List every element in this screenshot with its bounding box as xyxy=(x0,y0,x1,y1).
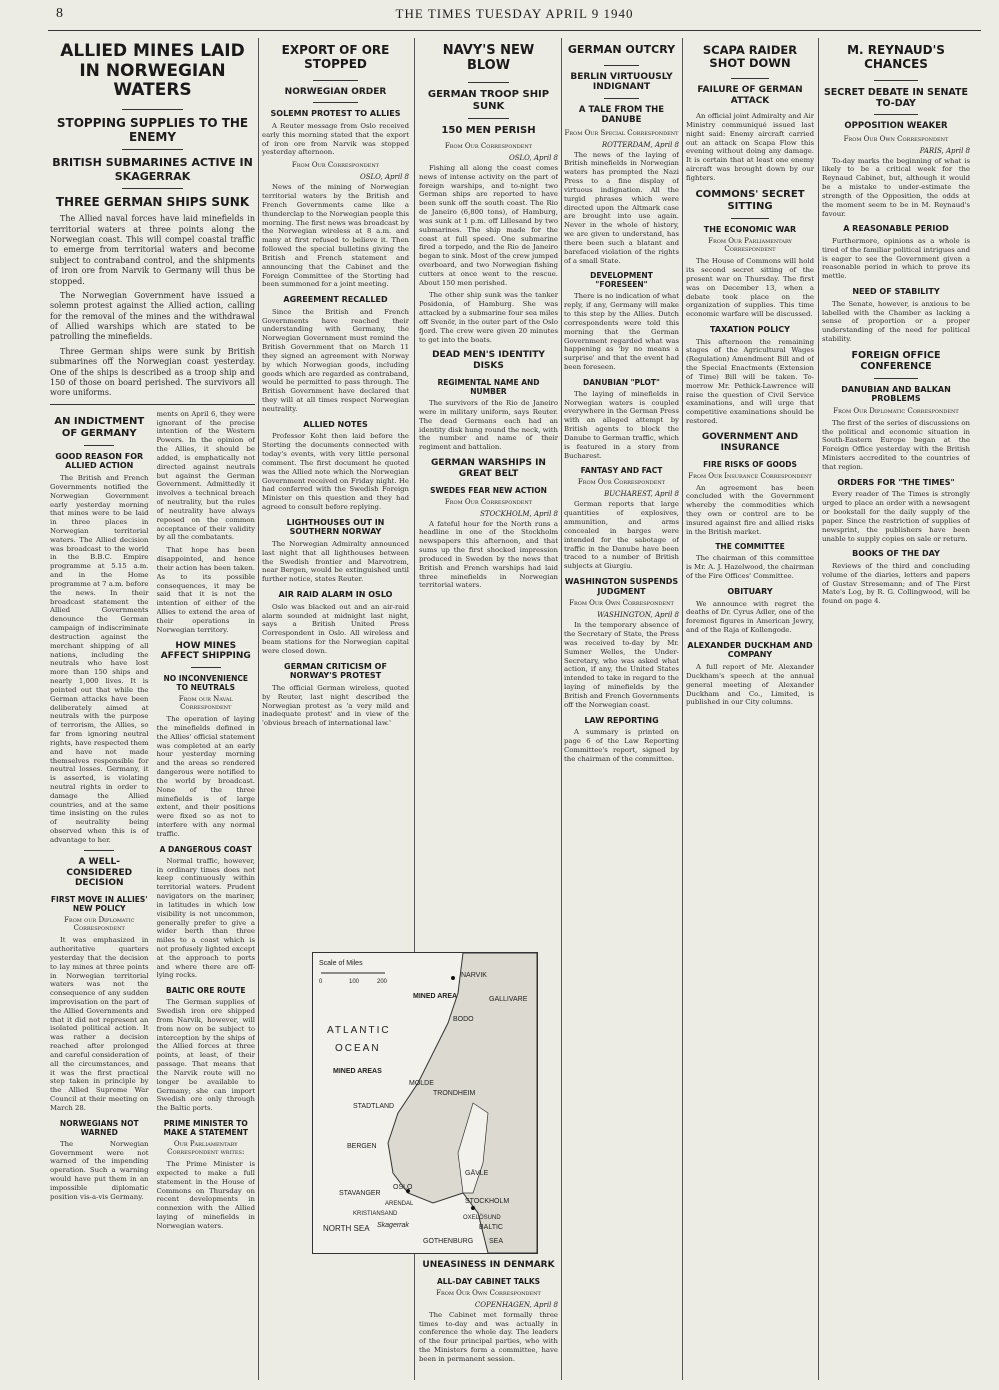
masthead-title: THE TIMES TUESDAY APRIL 9 1940 xyxy=(395,6,634,21)
foreign-office-byline: From Our Diplomatic Correspondent xyxy=(833,406,959,415)
reasonable-period-headline: A REASONABLE PERIOD xyxy=(843,224,949,234)
map-label-stavanger: STAVANGER xyxy=(339,1190,381,1197)
foreseen-headline: DEVELOPMENT "FORESEEN" xyxy=(590,271,653,290)
column-1 xyxy=(50,38,255,1380)
law-body: A summary is printed on page 6 of the Law Reporting Committee's report, signed by the chairman of the committee. xyxy=(564,728,679,763)
air-raid-body: Oslo was blacked out and an air-raid alarm sounded at midnight last night, says a British United Press Correspondent in Oslo. All wireless and beam stations for the Norwegian capital were closed down. xyxy=(262,602,409,655)
column-rule xyxy=(258,38,259,1380)
prime-minister-body: The Prime Minister is expected to make a full statement in the House of Commons on Thursday on recent developments in connexion with the Allied laying of minefields in Norwegian waters. xyxy=(156,1160,255,1230)
map-graphic xyxy=(313,953,537,1253)
air-raid-headline: AIR RAID ALARM IN OSLO xyxy=(278,590,393,600)
fire-risks-byline: From Our Insurance Correspondent xyxy=(688,471,812,480)
cabinet-body: The Cabinet met formally three times to-day and was actually in conference the whole day. The leaders of the four principal parties, who with the Ministers form a committee, have been in permanent session. xyxy=(419,1310,558,1363)
mines-report-continued: That hope has been disappointed, and hence their action has been taken. As to its possible consequences, it may be said that it is not the intention of either of the Allies to extend the area of their operations in Norwegian territory. xyxy=(156,546,255,634)
map-label-gallivare: GALLIVARE xyxy=(489,996,528,1003)
reasonable-period-body: Furthermore, opinions as a whole is tired of the familiar political intrigues and is eager to see the Government given a reasonable period in which to prove its mettle. xyxy=(822,236,970,281)
divider xyxy=(122,109,184,110)
fire-risks-body: An agreement has been concluded with the Government whereby the commodities which they own or control are to be insured against fire and allied risks in the British market. xyxy=(686,483,814,536)
scale-tick: 0 xyxy=(319,979,323,985)
failure-headline: FAILURE OF GERMAN ATTACK xyxy=(697,85,803,107)
scandinavia-map xyxy=(312,952,538,1254)
government-insurance-headline: GOVERNMENT AND INSURANCE xyxy=(701,431,799,453)
divider xyxy=(313,80,357,81)
map-label-molde: MOLDE xyxy=(409,1080,434,1087)
map-label-oxelosund: OXELÖSUND xyxy=(463,1215,501,1221)
column-rule xyxy=(818,38,819,1380)
identity-body: The survivors of the Rio de Janeiro were in military uniform, says Reuter. The dead Germans each had an identity disk hung round the neck, with the number and name of their regiment and battalion. xyxy=(419,399,558,452)
troop-ship-headline: GERMAN TROOP SHIP SUNK xyxy=(427,88,550,112)
denmark-section xyxy=(419,1258,558,1378)
map-label-baltic: BALTIC xyxy=(479,1224,503,1231)
indictment-body: The British and French Governments notified the Norwegian Government early yesterday morning that mines were to be laid in three places in Norwegian territorial waters. The Allied decision was broadcast to the world in the B.B.C. Empire programme at 5.15 a.m. and in the Home programme at 7 a.m. before the news. In their broadcast statement the Allied Governments denounce the German campaign of indiscriminate destruction against the merchant shipping of all nations, including the neutrals who have lost more than 150 ships and nearly 1,000 lives. It is pointed out that while the German attacks have been deliberately aimed at neutrals with the purpose of terrorism, the Allies, so far from ignoring neutral rights, have respected them and have not made themselves responsible for neutral losses. Germany, it is asserted, is violating neutral rights in order to damage the Allied countries, and at the same time insisting on the rules of neutrality being observed when this is of advantage to her. xyxy=(50,474,149,844)
first-move-body: It was emphasized in authoritative quarters yesterday that the decision to lay mines at three points in Norwegian territorial waters was not the consequence of any sudden improvisation on the part of the Allied Governments and that it did not represent an isolated political action. It was rather a decision reached after prolonged and careful consideration of all the circumstances, and it was the first practical step taken in principle by the Allied Supreme War Council at their meeting on March 28. xyxy=(50,936,149,1112)
map-label-ocean: OCEAN xyxy=(335,1043,381,1054)
scale-tick: 100 xyxy=(349,979,360,985)
map-label-kristiansand: KRISTIANSAND xyxy=(353,1211,398,1217)
navy-body: The other ship sunk was the tanker Posidonia, of Hamburg. She was attacked by a submarine four sea miles off Svenör, in the outer part of the Oslo fjord. The crew were given 20 minutes to get into the boats. xyxy=(419,291,558,344)
fire-risks-headline: FIRE RISKS OF GOODS xyxy=(703,459,797,469)
lead-paragraph: The Allied naval forces have laid minefields in territorial waters at three points along the Norwegian coast. This will compel coastal traffic to emerge from territorial waters and become subject to contraband control, and the shipments of iron ore from Narvik to Germany will thus be stopped. xyxy=(50,214,255,286)
map-label-bergen: BERGEN xyxy=(347,1143,377,1150)
reynaud-dateline: PARIS, April 8 xyxy=(919,146,970,155)
uneasiness-headline: UNEASINESS IN DENMARK xyxy=(422,1260,555,1270)
orders-headline: ORDERS FOR "THE TIMES" xyxy=(837,477,955,487)
lighthouses-body: The Norwegian Admiralty announced last night that all lighthouses between the Swedish frontier and Marvotrem, near Bergen, would be extinguished until further notice, states Reuter. xyxy=(262,540,409,584)
map-label-arendal: ARENDAL xyxy=(385,1201,414,1207)
divider xyxy=(84,445,114,446)
secret-debate-headline: SECRET DEBATE IN SENATE TO-DAY xyxy=(823,86,969,109)
good-reason-headline: GOOD REASON FOR ALLIED ACTION xyxy=(55,451,144,471)
norwegians-body: The Norwegian Government were not warned of the impending operation. Such a warning would have put them in an impossible diplomatic position vis-a-vis Germany. xyxy=(50,1139,149,1201)
stability-body: The Senate, however, is anxious to be labelled with the Chamber as lacking a sense of proportion or a proper understanding of the need for political stability. xyxy=(822,299,970,343)
divider xyxy=(468,118,510,119)
map-label-trondheim: TRONDHEIM xyxy=(433,1090,476,1097)
outcry-body: The news of the laying of British minefields in Norwegian waters has prompted the Nazi Press to a fine display of virtuous indignation. All the turgid phrases which were directed upon the Altmark case are brought into use again. Never in the whole of history, we are given to understand, has there been such a blatant and barefaced violation of the rights of a small State. xyxy=(564,150,679,265)
divider xyxy=(604,65,639,66)
baltic-route-headline: BALTIC ORE ROUTE xyxy=(166,986,246,996)
baltic-route-body: The German supplies of Swedish iron ore shipped from Narvik, however, will from now on be subject to interception by the ships of the Allied forces at three points, at least, of their passage. That means that the Narvik route will no longer be available to Germany; she can import Swedish ore only through the Baltic ports. xyxy=(156,998,255,1113)
taxation-headline: TAXATION POLICY xyxy=(710,325,790,335)
cabinet-headline: ALL-DAY CABINET TALKS xyxy=(436,1276,541,1286)
map-label-sea: SEA xyxy=(489,1238,504,1245)
deck-3: THREE GERMAN SHIPS SUNK xyxy=(55,194,250,209)
map-label-mined-areas: MINED AREAS xyxy=(333,1068,382,1075)
swedes-headline: SWEDES FEAR NEW ACTION xyxy=(430,485,547,495)
column-rule xyxy=(682,38,683,1380)
deck-2: BRITISH SUBMARINES ACTIVE IN SKAGERRAK xyxy=(52,156,253,183)
page-number: 8 xyxy=(56,6,63,21)
duckham-body: A full report of Mr. Alexander Duckham's speech at the annual general meeting of Alexander Duckham and Co., Limited, is published in our City columns. xyxy=(686,663,814,707)
column-5 xyxy=(686,38,814,1380)
danubian-plot-body: The laying of minefields in Norwegian waters is coupled everywhere in the German Press with an alleged attempt by British agents to block the Danube to German traffic, which is featured in a story from Bucharest. xyxy=(564,389,679,460)
lead-paragraph: Three German ships were sunk by British submarines off the Norwegian coast yesterday. One of the ships is described as a troop ship and 150 of those on board perished. The survivors all wore uniforms. xyxy=(50,346,255,398)
well-considered-headline: A WELL-CONSIDERED DECISION xyxy=(66,856,133,889)
swedes-byline: From Our Correspondent xyxy=(444,497,533,506)
navy-headline: NAVY'S NEW BLOW xyxy=(442,43,535,73)
main-headline: ALLIED MINES LAID IN NORWEGIAN WATERS xyxy=(60,41,245,101)
how-mines-headline: HOW MINES AFFECT SHIPPING xyxy=(160,640,251,662)
export-dateline: OSLO, April 8 xyxy=(360,173,409,182)
foreseen-body: There is no indication of what reply, if any, Germany will make to this step by the Allies. Dutch correspondents were told this morning that the German Government regarded what was happening as 'by no means a surprise' and that the event had been foreseen. xyxy=(564,292,679,371)
commons-headline: COMMONS' SECRET SITTING xyxy=(695,188,805,212)
swedes-body: A fateful hour for the North runs a headline in one of the Stockholm newspapers this afternoon, and that sums up the first shocked impression produced in Sweden by the news that British and French warships had laid three minefields in Norwegian territorial waters. xyxy=(419,519,558,590)
lighthouses-headline: LIGHTHOUSES OUT IN SOUTHERN NORWAY xyxy=(286,517,385,537)
outcry-byline: From Our Special Correspondent xyxy=(564,128,679,137)
divider xyxy=(122,188,184,189)
map-label-gothenburg: GOTHENBURG xyxy=(423,1238,474,1245)
divider xyxy=(874,378,918,379)
orders-body: Every reader of The Times is strongly urged to place an order with a newsagent or bookstall for the daily supply of the paper. Since the restriction of supplies of newsprint, the publishers have been unable to supply copies on sale or return. xyxy=(822,490,970,543)
lead-paragraph: The Norwegian Government have issued a solemn protest against the Allied action, calling for the removal of the mines and the withdrawal of Allied warships which are stated to be patrolling the minefields. xyxy=(50,290,255,342)
obituary-body: We announce with regret the deaths of Dr. Cyrus Adler, one of the foremost figures in American Jewry, and of the Raja of Kollengode. xyxy=(686,599,814,635)
export-intro: A Reuter message from Oslo received early this morning stated that the export of iron ore from Narvik was stopped yesterday afternoon. xyxy=(262,121,409,157)
agreement-body: Since the British and French Governments have reached their understanding with Germany, the Norwegian Government must remind the British Government that on March 11 they signed an agreement with Norway by which Norwegian goods, including goods which are regarded as contraband, would be permitted to pass through. The British Government have declared that they will at all times respect Norwegian neutrality. xyxy=(262,307,409,413)
washington-byline: From Our Own Correspondent xyxy=(569,599,674,608)
divider xyxy=(874,80,918,81)
committee-body: The chairman of this committee is Mr. A. J. Hazelwood, the chairman of the Fire Offices' Committee. xyxy=(686,554,814,581)
reynaud-byline: From Our Own Correspondent xyxy=(843,134,949,143)
divider xyxy=(874,114,918,115)
washington-body: In the temporary absence of the Secretary of State, the Press was received to-day by Mr. Sumner Welles, the Under-Secretary, who was asked what action, if any, the United States intended to take in regard to the laying of minefields by the British and French Governments off the Norwegian coast. xyxy=(564,621,679,709)
opposition-headline: OPPOSITION WEAKER xyxy=(844,121,948,132)
export-body: News of the mining of Norwegian territorial waters by the British and French Governments came like a thunderclap to the Norwegian people this morning. The first news was broadcast by the Norwegian wireless at 8 a.m. and many at first refused to believe it. Then followed the special bulletins giving the British and French statement and announcing that the Cabinet and the Foreign Committee of the Storting had been summoned for a joint meeting. xyxy=(262,183,409,289)
law-headline: LAW REPORTING xyxy=(584,715,659,725)
committee-headline: THE COMMITTEE xyxy=(715,542,785,552)
reynaud-headline: M. REYNAUD'S CHANCES xyxy=(847,43,945,71)
criticism-body: The official German wireless, quoted by Reuter, last night described the Norwegian protest as 'a very mild and inadequate protest' and in view of the 'obvious breach of international law.' xyxy=(262,683,409,728)
narvik-marker xyxy=(451,976,455,980)
column-4 xyxy=(564,38,679,1380)
scapa-headline: SCAPA RAIDER SHOT DOWN xyxy=(702,43,798,71)
column-rule xyxy=(561,38,562,1380)
map-label-bodo: BODO xyxy=(453,1016,474,1023)
agreement-headline: AGREEMENT RECALLED xyxy=(283,295,388,305)
prime-minister-byline: Our Parliamentary Correspondent writes: xyxy=(167,1140,245,1157)
indictment-headline: AN INDICTMENT OF GERMANY xyxy=(54,415,145,439)
map-label-atlantic: ATLANTIC xyxy=(327,1025,391,1036)
divider xyxy=(731,78,769,79)
sub-columns xyxy=(50,410,255,1235)
obituary-headline: OBITUARY xyxy=(727,586,773,596)
washington-dateline: WASHINGTON, April 8 xyxy=(597,611,679,620)
first-move-byline: From our Diplomatic Correspondent xyxy=(64,916,135,933)
identity-headline: DEAD MEN'S IDENTITY DISKS xyxy=(432,350,545,372)
map-label-north-sea: NORTH SEA xyxy=(323,1224,370,1233)
foreign-office-headline: FOREIGN OFFICE CONFERENCE xyxy=(851,349,941,373)
cabinet-byline: From Our Own Correspondent xyxy=(436,1288,541,1297)
masthead xyxy=(48,6,981,31)
map-label-mined-area: MINED AREA xyxy=(413,993,458,1000)
divider xyxy=(122,149,184,150)
allied-notes-body: Professor Koht then laid before the Storting the documents connected with today's events, with very little personal comment. The first document he quoted was the Allied note which the Norwegian Government received on Friday night. He had conferred with the Swedish Foreign Minister on this question and they had agreed to consult before replying. xyxy=(262,432,409,511)
books-headline: BOOKS OF THE DAY xyxy=(852,549,940,559)
foreign-office-body: The first of the series of discussions on the political and economic situation in South-Eastern Europe began at the Foreign Office yesterday with the British Ministers accredited to the countries of that region. xyxy=(822,418,970,471)
stockholm-marker xyxy=(471,1206,475,1210)
fantasy-byline: From Our Correspondent xyxy=(577,478,666,487)
first-move-headline: FIRST MOVE IN ALLIES' NEW POLICY xyxy=(50,895,148,914)
dangerous-coast-headline: A DANGEROUS COAST xyxy=(159,844,252,854)
how-mines-body: The operation of laying the minefields defined in the Allies' official statement was completed at an early hour yesterday morning and the areas so rendered dangerous were notified to the world by broadcast. None of the three minefields is of large extent, and their positions were fixed so as not to interfere with any normal traffic. xyxy=(156,715,255,838)
deck-1: STOPPING SUPPLIES TO THE ENEMY xyxy=(56,115,249,145)
norwegians-headline: NORWEGIANS NOT WARNED xyxy=(59,1118,139,1137)
map-label-stockholm: STOCKHOLM xyxy=(465,1198,510,1205)
export-headline: EXPORT OF ORE STOPPED xyxy=(281,43,390,71)
scale-tick: 200 xyxy=(377,979,388,985)
sub-column-right xyxy=(157,410,256,1235)
danubian-balkan-headline: DANUBIAN AND BALKAN PROBLEMS xyxy=(841,384,951,404)
fantasy-dateline: BUCHAREST, April 8 xyxy=(604,490,679,499)
stability-headline: NEED OF STABILITY xyxy=(852,287,940,297)
regimental-headline: REGIMENTAL NAME AND NUMBER xyxy=(437,378,540,397)
navy-dateline: OSLO, April 8 xyxy=(509,153,558,162)
no-inconvenience-headline: NO INCONVENIENCE TO NEUTRALS xyxy=(163,674,248,693)
economic-byline: From Our Parliamentary Correspondent xyxy=(708,237,792,254)
prime-minister-headline: PRIME MINISTER TO MAKE A STATEMENT xyxy=(163,1119,249,1138)
divider xyxy=(731,218,769,219)
divider xyxy=(604,98,639,99)
map-label-skagerrak: Skagerrak xyxy=(377,1222,409,1229)
navy-byline: From Our Correspondent xyxy=(444,141,533,150)
fantasy-headline: FANTASY AND FACT xyxy=(580,466,663,476)
column-6 xyxy=(822,38,970,1380)
danubian-plot-headline: DANUBIAN "PLOT" xyxy=(583,377,660,387)
allied-notes-headline: ALLIED NOTES xyxy=(303,419,368,429)
navy-body: Fishing all along the coast comes news of intense activity on the part of foreign warships, and to-night two German ships are reported to have been sunk off the south coast. The Rio de Janeiro (6,800 tons), of Hamburg, was sunk at 1 p.m. off Lillesand by two submarines. The ship made for the coast at full speed. One submarine fired a torpedo, and the Rio de Janeiro began to sink. Most of the crew jumped overboard, and two Norwegian fishing cutters at once went to the rescue. About 150 men perished. xyxy=(419,163,558,287)
criticism-headline: GERMAN CRITICISM OF NORWAY'S PROTEST xyxy=(284,661,387,681)
norwegian-order-headline: NORWEGIAN ORDER xyxy=(284,86,387,97)
map-label-gavle: GÄVLE xyxy=(465,1170,489,1177)
danube-tale-headline: A TALE FROM THE DANUBE xyxy=(578,105,665,126)
outcry-dateline: ROTTERDAM, April 8 xyxy=(601,140,679,149)
divider xyxy=(191,667,221,668)
divider xyxy=(468,82,510,83)
men-perish-headline: 150 MEN PERISH xyxy=(441,124,536,136)
washington-headline: WASHINGTON SUSPENDS JUDGMENT xyxy=(564,577,679,596)
how-mines-byline: From our Naval Correspondent xyxy=(178,695,233,712)
map-scale-label: Scale of Miles xyxy=(319,960,363,967)
solemn-protest-headline: SOLEMN PROTEST TO ALLIES xyxy=(270,109,401,119)
divider xyxy=(84,850,114,851)
swedes-dateline: STOCKHOLM, April 8 xyxy=(480,509,558,518)
warships-headline: GERMAN WARSHIPS IN GREAT BELT xyxy=(431,458,546,479)
scapa-body: An official joint Admiralty and Air Ministry communiqué issued last night said: Enemy aircraft carried out an attack on Scapa Flow this evening without doing any damage. It is certain that at least one enemy aircraft was brought down by our fighters. xyxy=(686,112,814,182)
mines-report-continued: ments on April 6, they were ignorant of the precise intention of the Western Powers. In the opinion of the Allies, it should be added, is emphatically not directed against neutrals but against the German Government. Admittedly it involves a technical breach of neutrality, but the rules of neutrality have always reposed on the common acceptance of their validity by all the combatants. xyxy=(156,409,255,542)
cabinet-dateline: COPENHAGEN, April 8 xyxy=(474,1300,558,1309)
fantasy-body: German reports that large quantities of explosives, ammunition, and arms concealed in barges were intended for the sabotage of traffic in the Danube have been traced to a number of British subjects at Giurgiu. xyxy=(564,500,679,571)
map-label-oslo: OSLO xyxy=(393,1184,413,1191)
divider xyxy=(50,404,255,405)
duckham-headline: ALEXANDER DUCKHAM AND COMPANY xyxy=(687,640,813,660)
economic-body: The House of Commons will hold its second secret sitting of the present war on Thursday. The first was on December 13, when a debate took place on the organization of supplies. This time economic warfare will be discussed. xyxy=(686,257,814,319)
reynaud-body: To-day marks the beginning of what is likely to be a critical week for the Reynaud Cabinet, but, although it would be a mistake to under-estimate the strength of the Opposition, the odds at the moment seem to be in M. Reynaud's favour. xyxy=(822,156,970,218)
map-label-stadtland: STADTLAND xyxy=(353,1103,395,1110)
berlin-headline: BERLIN VIRTUOUSLY INDIGNANT xyxy=(570,71,673,93)
taxation-body: This afternoon the remaining stages of the Agricultural Wages (Regulation) Amendment Bill and of the Special Enactments (Extension of Time) Bill will be taken. To-morrow Mr. Pethick-Lawrence will raise the question of Civil Service examinations, and will urge that competitive examinations should be restored. xyxy=(686,337,814,426)
map-label-narvik: NARVIK xyxy=(461,972,487,979)
sub-column-left xyxy=(50,410,149,1235)
divider xyxy=(313,102,357,103)
books-body: Reviews of the third and concluding volume of the diaries, letters and papers of Gustav Stresemann; and of The First Mate's Log, by R. G. Collingwood, will be found on page 4. xyxy=(822,561,970,606)
german-outcry-headline: GERMAN OUTCRY xyxy=(567,43,676,56)
export-byline: From Our Correspondent xyxy=(291,161,380,170)
dangerous-coast-body: Normal traffic, however, in ordinary times does not keep continuously within territorial waters. Prudent navigators on the mariner, in latitudes in which low visibility is not uncommon, generally prefer to give a wider berth than three miles to a coast which is not profusely lighted except at the approach to ports and where there are off-lying rocks. xyxy=(156,856,255,980)
economic-war-headline: THE ECONOMIC WAR xyxy=(703,224,797,234)
